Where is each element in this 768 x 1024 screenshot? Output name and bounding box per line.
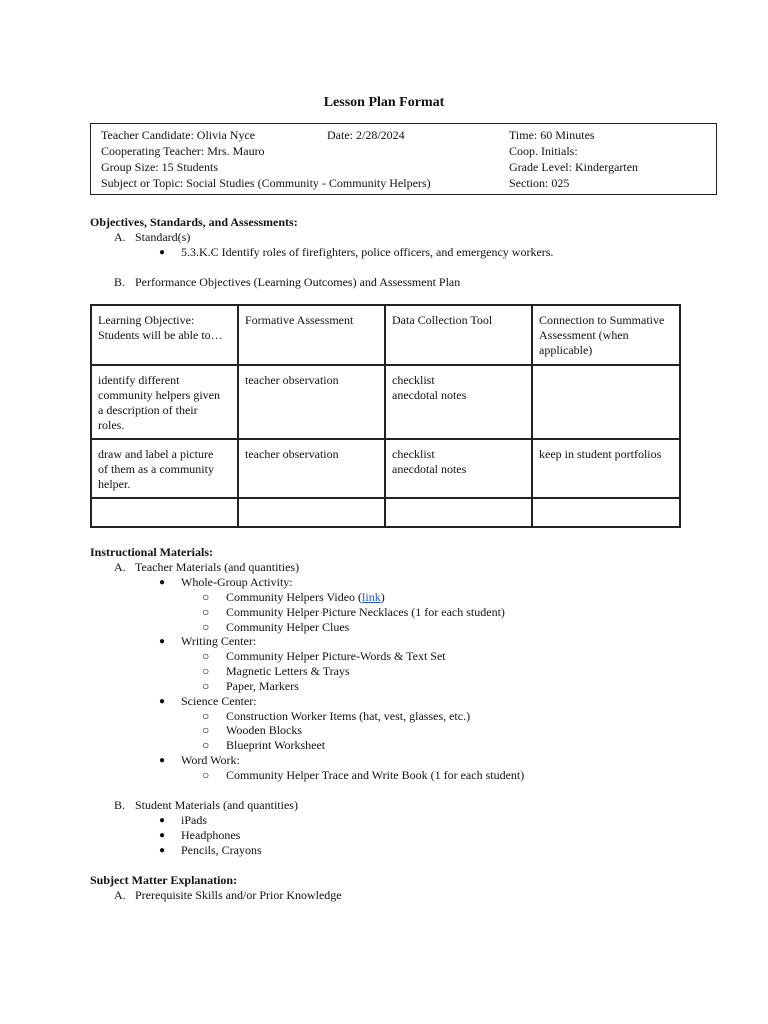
cell-text: Data Collection Tool <box>392 313 493 327</box>
magnetic-letters: Magnetic Letters & Trays <box>226 664 350 678</box>
table-cell <box>532 365 680 439</box>
cell-text: draw and label a picture <box>98 447 214 461</box>
objectives-heading: Objectives, Standards, and Assessments: <box>90 215 298 229</box>
table-header-cell <box>385 305 532 365</box>
construction-items: Construction Worker Items (hat, vest, glasses, etc.) <box>226 709 471 723</box>
cell-text: anecdotal notes <box>392 462 467 476</box>
table-cell <box>385 498 532 527</box>
teacher-candidate: Teacher Candidate: Olivia Nyce <box>101 128 256 142</box>
sub-bullet-icon: ○ <box>202 590 210 604</box>
page-title: Lesson Plan Format <box>323 95 445 110</box>
performance-objectives-label: Performance Objectives (Learning Outcomes) and Assessment Plan <box>135 275 461 289</box>
list-marker-a: A. <box>114 560 126 574</box>
table-row <box>91 365 680 439</box>
table-row <box>91 498 680 527</box>
cooperating-teacher: Cooperating Teacher: Mrs. Mauro <box>101 144 265 158</box>
list-marker-b: B. <box>114 798 126 812</box>
helper-clues: Community Helper Clues <box>226 620 350 634</box>
table-cell <box>91 439 238 498</box>
list-marker-a: A. <box>114 888 126 902</box>
whole-group-activity: Whole-Group Activity: <box>181 575 293 589</box>
section-number: Section: 025 <box>509 176 570 190</box>
table-row <box>91 439 680 498</box>
cell-text: Students will be able to… <box>98 328 223 342</box>
lesson-time: Time: 60 Minutes <box>509 128 595 142</box>
student-materials-label: Student Materials (and quantities) <box>135 798 298 812</box>
table-header-cell <box>91 305 238 365</box>
group-size: Group Size: 15 Students <box>101 160 218 174</box>
coop-initials: Coop. Initials: <box>509 144 578 158</box>
wooden-blocks: Wooden Blocks <box>226 723 303 737</box>
blueprint-worksheet: Blueprint Worksheet <box>226 738 326 752</box>
sub-bullet-icon: ○ <box>202 649 210 663</box>
table-cell <box>385 439 532 498</box>
sub-bullet-icon: ○ <box>202 723 210 737</box>
sub-bullet-icon: ○ <box>202 679 210 693</box>
assessment-plan-table <box>90 304 681 528</box>
cell-text: checklist <box>392 373 435 387</box>
sub-bullet-icon: ○ <box>202 664 210 678</box>
lesson-info-box <box>90 123 717 195</box>
table-cell <box>238 439 385 498</box>
cell-text: anecdotal notes <box>392 388 467 402</box>
sub-bullet-icon: ○ <box>202 605 210 619</box>
list-marker-b: B. <box>114 275 126 289</box>
pencils-crayons: Pencils, Crayons <box>181 843 262 857</box>
subject-topic: Subject or Topic: Social Studies (Community - Community Helpers) <box>101 176 431 190</box>
table-cell <box>238 365 385 439</box>
cell-text: teacher observation <box>245 447 339 461</box>
word-work: Word Work: <box>181 753 240 767</box>
table-cell <box>238 498 385 527</box>
bullet-icon: ● <box>159 247 166 258</box>
bullet-icon: ● <box>159 577 166 588</box>
sub-bullet-icon: ○ <box>202 768 210 782</box>
cell-text: applicable) <box>539 343 593 357</box>
standards-label: Standard(s) <box>135 230 191 244</box>
trace-write-book: Community Helper Trace and Write Book (1 for each student) <box>226 768 525 782</box>
cell-text: Connection to Summative <box>539 313 665 327</box>
table-cell <box>532 498 680 527</box>
cell-text: checklist <box>392 447 435 461</box>
table-cell <box>91 498 238 527</box>
grade-level: Grade Level: Kindergarten <box>509 160 639 174</box>
paper-markers: Paper, Markers <box>226 679 299 693</box>
teacher-materials-label: Teacher Materials (and quantities) <box>135 560 300 574</box>
sub-bullet-icon: ○ <box>202 709 210 723</box>
cell-text: identify different <box>98 373 180 387</box>
prerequisite-skills-label: Prerequisite Skills and/or Prior Knowledge <box>135 888 342 902</box>
science-center: Science Center: <box>181 694 257 708</box>
bullet-icon: ● <box>159 815 166 826</box>
picture-necklaces: Community Helper Picture Necklaces (1 for each student) <box>226 605 505 619</box>
table-header-row <box>91 305 680 365</box>
bullet-icon: ● <box>159 696 166 707</box>
cell-text: Learning Objective: <box>98 313 195 327</box>
cell-text: Formative Assessment <box>245 313 354 327</box>
lesson-date: Date: 2/28/2024 <box>327 128 405 142</box>
cell-text: Assessment (when <box>539 328 629 342</box>
cell-text: roles. <box>98 418 125 432</box>
community-helpers-video: Community Helpers Video (link) <box>226 590 385 604</box>
subject-matter-heading: Subject Matter Explanation: <box>90 873 238 887</box>
materials-heading: Instructional Materials: <box>90 545 213 559</box>
standard-item: 5.3.K.C Identify roles of firefighters, police officers, and emergency workers. <box>181 245 554 259</box>
table-cell <box>385 365 532 439</box>
sub-bullet-icon: ○ <box>202 620 210 634</box>
headphones: Headphones <box>181 828 241 842</box>
ipads: iPads <box>181 813 208 827</box>
bullet-icon: ● <box>159 830 166 841</box>
table-header-cell <box>532 305 680 365</box>
sub-bullet-icon: ○ <box>202 738 210 752</box>
bullet-icon: ● <box>159 845 166 856</box>
bullet-icon: ● <box>159 636 166 647</box>
writing-center: Writing Center: <box>181 634 257 648</box>
cell-text: a description of their <box>98 403 198 417</box>
table-header-cell <box>238 305 385 365</box>
cell-text: helper. <box>98 477 131 491</box>
table-cell <box>532 439 680 498</box>
picture-words: Community Helper Picture-Words & Text Set <box>226 649 446 663</box>
cell-text: teacher observation <box>245 373 339 387</box>
table-cell <box>91 365 238 439</box>
bullet-icon: ● <box>159 755 166 766</box>
list-marker-a: A. <box>114 230 126 244</box>
cell-text: keep in student portfolios <box>539 447 662 461</box>
cell-text: of them as a community <box>98 462 214 476</box>
cell-text: community helpers given <box>98 388 220 402</box>
video-link[interactable]: link <box>362 590 381 604</box>
